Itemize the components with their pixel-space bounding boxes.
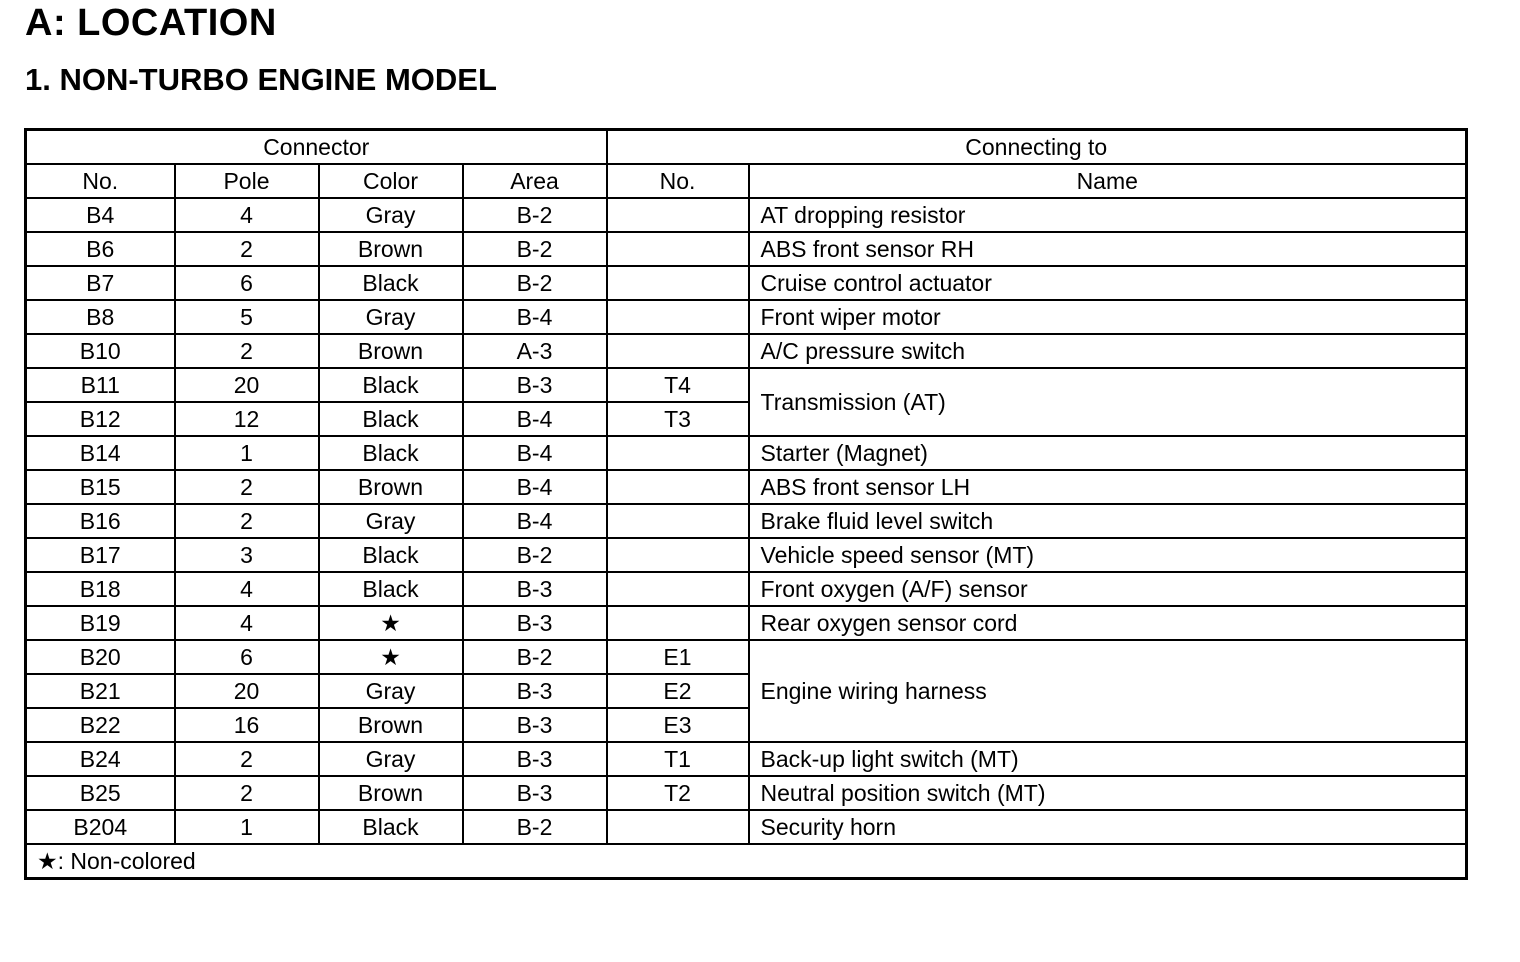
cell-no: B7 bbox=[26, 266, 175, 300]
cell-area: B-2 bbox=[463, 198, 607, 232]
cell-color: Gray bbox=[319, 674, 463, 708]
cell-connecting-no: T1 bbox=[607, 742, 749, 776]
cell-pole: 2 bbox=[175, 470, 319, 504]
table-row bbox=[26, 232, 1467, 266]
cell-area: B-4 bbox=[463, 402, 607, 436]
cell-no: B24 bbox=[26, 742, 175, 776]
cell-name: Vehicle speed sensor (MT) bbox=[749, 538, 1467, 572]
cell-no: B22 bbox=[26, 708, 175, 742]
cell-color: Brown bbox=[319, 708, 463, 742]
cell-color: Gray bbox=[319, 742, 463, 776]
table-row bbox=[26, 198, 1467, 232]
cell-area: A-3 bbox=[463, 334, 607, 368]
cell-no: B18 bbox=[26, 572, 175, 606]
cell-color: Gray bbox=[319, 300, 463, 334]
cell-name: Security horn bbox=[749, 810, 1467, 844]
cell-area: B-3 bbox=[463, 606, 607, 640]
cell-connecting-no bbox=[607, 504, 749, 538]
table-row bbox=[26, 470, 1467, 504]
cell-color: Brown bbox=[319, 776, 463, 810]
subsection-title: 1. NON-TURBO ENGINE MODEL bbox=[25, 62, 497, 97]
cell-name: Front wiper motor bbox=[749, 300, 1467, 334]
cell-no: B17 bbox=[26, 538, 175, 572]
cell-connecting-no bbox=[607, 300, 749, 334]
cell-color: Brown bbox=[319, 232, 463, 266]
cell-area: B-4 bbox=[463, 436, 607, 470]
cell-no: B6 bbox=[26, 232, 175, 266]
cell-name: Rear oxygen sensor cord bbox=[749, 606, 1467, 640]
cell-area: B-2 bbox=[463, 640, 607, 674]
table-row bbox=[26, 504, 1467, 538]
column-header-color: Color bbox=[319, 164, 463, 198]
cell-name: Transmission (AT) bbox=[749, 368, 1467, 436]
column-header-connecting-no: No. bbox=[607, 164, 749, 198]
cell-no: B15 bbox=[26, 470, 175, 504]
cell-area: B-4 bbox=[463, 470, 607, 504]
cell-area: B-3 bbox=[463, 776, 607, 810]
column-header-no: No. bbox=[26, 164, 175, 198]
cell-no: B12 bbox=[26, 402, 175, 436]
cell-color: ★ bbox=[319, 606, 463, 640]
cell-no: B20 bbox=[26, 640, 175, 674]
cell-name: Brake fluid level switch bbox=[749, 504, 1467, 538]
cell-area: B-3 bbox=[463, 674, 607, 708]
cell-name: Front oxygen (A/F) sensor bbox=[749, 572, 1467, 606]
cell-connecting-no: E3 bbox=[607, 708, 749, 742]
cell-name: AT dropping resistor bbox=[749, 198, 1467, 232]
connector-table bbox=[24, 128, 1468, 880]
table-row bbox=[26, 810, 1467, 844]
cell-area: B-3 bbox=[463, 368, 607, 402]
cell-pole: 16 bbox=[175, 708, 319, 742]
footnote: ★: Non-colored bbox=[26, 844, 1467, 879]
cell-connecting-no bbox=[607, 810, 749, 844]
cell-connecting-no bbox=[607, 198, 749, 232]
cell-pole: 3 bbox=[175, 538, 319, 572]
column-header-area: Area bbox=[463, 164, 607, 198]
cell-area: B-3 bbox=[463, 572, 607, 606]
cell-area: B-3 bbox=[463, 708, 607, 742]
cell-connecting-no bbox=[607, 436, 749, 470]
cell-no: B16 bbox=[26, 504, 175, 538]
cell-connecting-no bbox=[607, 470, 749, 504]
cell-pole: 4 bbox=[175, 606, 319, 640]
table-row bbox=[26, 776, 1467, 810]
cell-connecting-no bbox=[607, 572, 749, 606]
cell-area: B-2 bbox=[463, 538, 607, 572]
connector-group-header: Connector bbox=[26, 130, 607, 165]
cell-pole: 12 bbox=[175, 402, 319, 436]
cell-no: B11 bbox=[26, 368, 175, 402]
cell-color: Brown bbox=[319, 334, 463, 368]
cell-pole: 4 bbox=[175, 198, 319, 232]
table-row bbox=[26, 742, 1467, 776]
cell-connecting-no bbox=[607, 232, 749, 266]
group-header-row bbox=[26, 130, 1467, 165]
table-row bbox=[26, 572, 1467, 606]
cell-color: Black bbox=[319, 572, 463, 606]
cell-pole: 2 bbox=[175, 504, 319, 538]
cell-pole: 1 bbox=[175, 436, 319, 470]
cell-connecting-no bbox=[607, 606, 749, 640]
cell-area: B-2 bbox=[463, 810, 607, 844]
cell-pole: 20 bbox=[175, 368, 319, 402]
cell-color: Black bbox=[319, 368, 463, 402]
cell-no: B19 bbox=[26, 606, 175, 640]
cell-no: B204 bbox=[26, 810, 175, 844]
cell-color: Black bbox=[319, 810, 463, 844]
cell-area: B-2 bbox=[463, 232, 607, 266]
cell-name: Back-up light switch (MT) bbox=[749, 742, 1467, 776]
cell-pole: 5 bbox=[175, 300, 319, 334]
connecting-to-group-header: Connecting to bbox=[607, 130, 1467, 165]
column-header-pole: Pole bbox=[175, 164, 319, 198]
cell-color: Black bbox=[319, 266, 463, 300]
cell-name: A/C pressure switch bbox=[749, 334, 1467, 368]
cell-no: B4 bbox=[26, 198, 175, 232]
cell-name: Cruise control actuator bbox=[749, 266, 1467, 300]
cell-connecting-no bbox=[607, 266, 749, 300]
cell-connecting-no: T4 bbox=[607, 368, 749, 402]
cell-name: Engine wiring harness bbox=[749, 640, 1467, 742]
cell-connecting-no: E2 bbox=[607, 674, 749, 708]
cell-pole: 1 bbox=[175, 810, 319, 844]
cell-no: B8 bbox=[26, 300, 175, 334]
cell-connecting-no bbox=[607, 334, 749, 368]
table-row bbox=[26, 368, 1467, 402]
cell-pole: 2 bbox=[175, 776, 319, 810]
cell-no: B14 bbox=[26, 436, 175, 470]
cell-name: ABS front sensor LH bbox=[749, 470, 1467, 504]
cell-name: ABS front sensor RH bbox=[749, 232, 1467, 266]
table-row bbox=[26, 300, 1467, 334]
cell-name: Starter (Magnet) bbox=[749, 436, 1467, 470]
cell-color: Black bbox=[319, 538, 463, 572]
cell-no: B21 bbox=[26, 674, 175, 708]
cell-pole: 2 bbox=[175, 232, 319, 266]
cell-connecting-no bbox=[607, 538, 749, 572]
footnote-row bbox=[26, 844, 1467, 879]
cell-connecting-no: E1 bbox=[607, 640, 749, 674]
cell-color: Black bbox=[319, 436, 463, 470]
cell-no: B10 bbox=[26, 334, 175, 368]
cell-area: B-4 bbox=[463, 300, 607, 334]
cell-pole: 2 bbox=[175, 334, 319, 368]
cell-pole: 4 bbox=[175, 572, 319, 606]
cell-color: Black bbox=[319, 402, 463, 436]
cell-color: Gray bbox=[319, 198, 463, 232]
cell-no: B25 bbox=[26, 776, 175, 810]
cell-area: B-2 bbox=[463, 266, 607, 300]
cell-color: ★ bbox=[319, 640, 463, 674]
cell-pole: 2 bbox=[175, 742, 319, 776]
cell-connecting-no: T2 bbox=[607, 776, 749, 810]
table-row bbox=[26, 606, 1467, 640]
table-row bbox=[26, 640, 1467, 674]
cell-area: B-4 bbox=[463, 504, 607, 538]
cell-connecting-no: T3 bbox=[607, 402, 749, 436]
table-row bbox=[26, 538, 1467, 572]
column-header-row bbox=[26, 164, 1467, 198]
section-title: A: LOCATION bbox=[25, 2, 277, 44]
cell-pole: 6 bbox=[175, 266, 319, 300]
table-row bbox=[26, 436, 1467, 470]
cell-pole: 6 bbox=[175, 640, 319, 674]
table-row bbox=[26, 334, 1467, 368]
cell-color: Gray bbox=[319, 504, 463, 538]
cell-pole: 20 bbox=[175, 674, 319, 708]
cell-name: Neutral position switch (MT) bbox=[749, 776, 1467, 810]
table-row bbox=[26, 266, 1467, 300]
cell-area: B-3 bbox=[463, 742, 607, 776]
column-header-name: Name bbox=[749, 164, 1467, 198]
cell-color: Brown bbox=[319, 470, 463, 504]
